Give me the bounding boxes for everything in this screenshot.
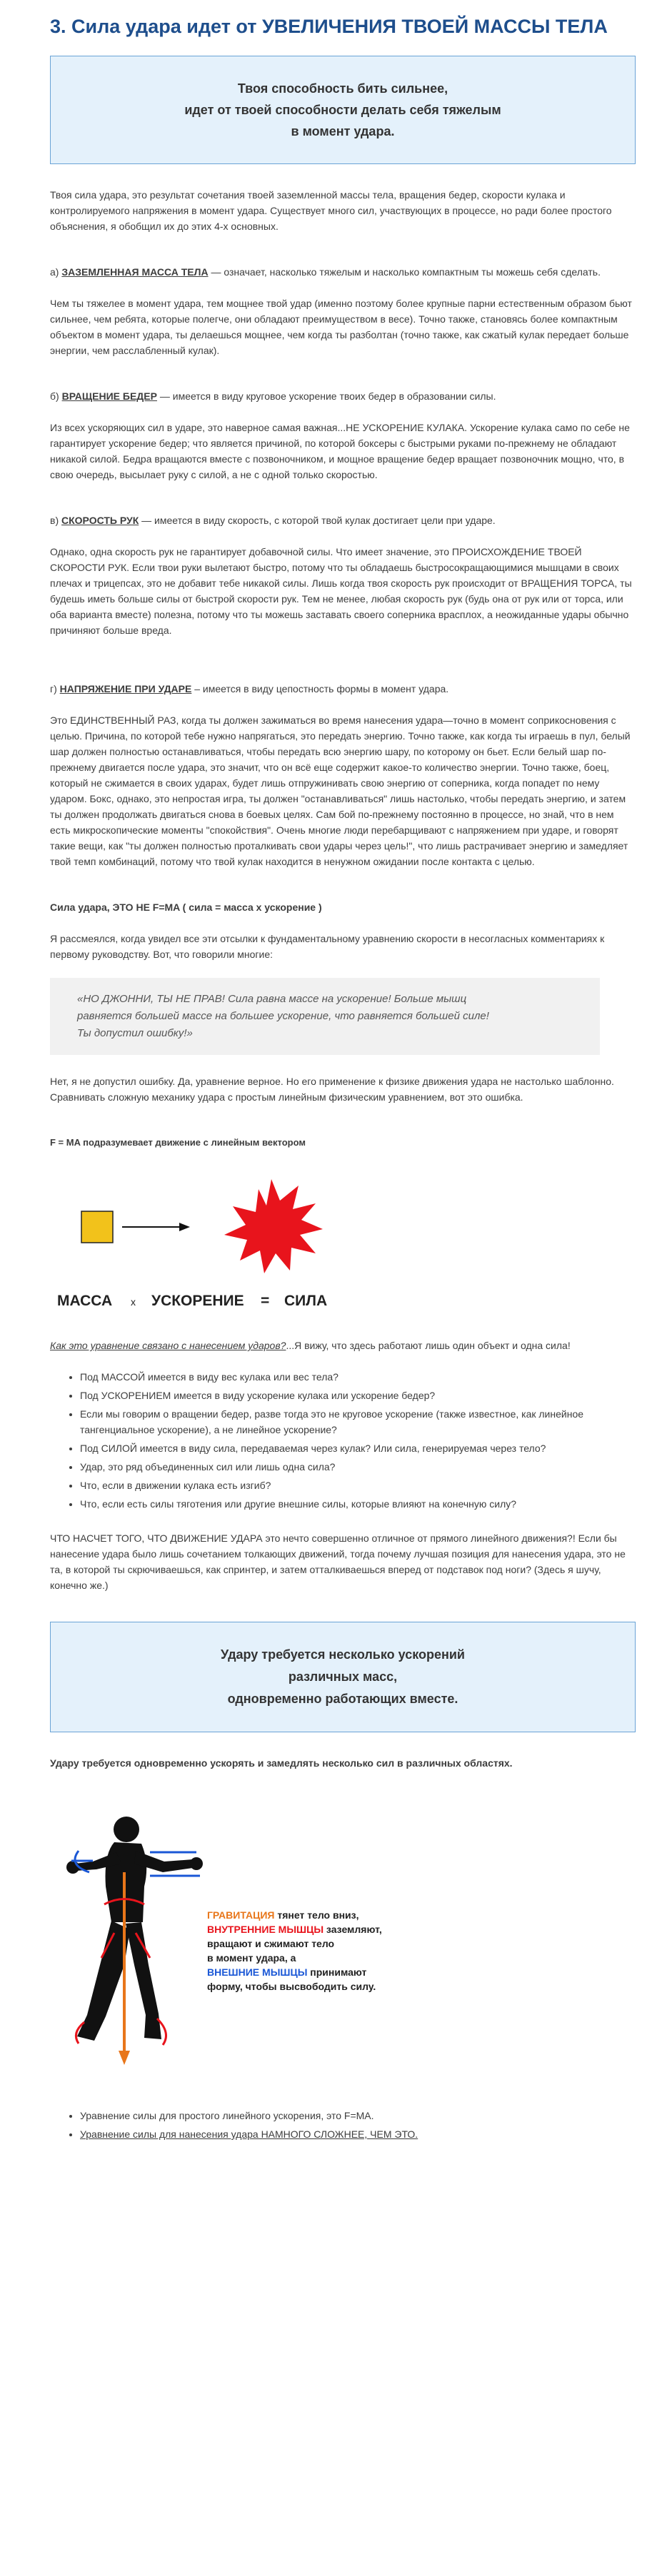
force-burst-icon [224, 1179, 323, 1273]
section-d-body: Это ЕДИНСТВЕННЫЙ РАЗ, когда ты должен зажиматься во время нанесения удара—точно в момент соприкосновения с целью. Причина, по которой тебе нужно напрягаться, это передать энергию. Точно также, как когда ты играешь в пул, белый шар должен полностью останавливаться, чтобы передать всю энергию шару, по которому он бьет. Если белый шар по-прежнему двигается после удара, это значит, что он всё еще содержит какое-то количество энергии. Точно также, боец, который не сжимается в своих ударах, будет лишь отпружинивать свою энергию от соперника, когда попадет по нему ударом. Бокс, однако, это непростая игра, ты должен "останавливаться" лишь настолько, чтобы передать энергию, и затем ты должен продолжать двигаться снова в боевых целях. Сам бой по-прежнему постоянно в процессе, но знай, что в нем есть микроскопические моменты "спокойствия". Очень многие люди перебарщивают с напряжением при ударе, и говорят такие вещи, как "ты должен полностью проталкивать свои удары через цель!", что лишь растрачивает энергию и замедляет твой темп комбинаций, потому что твой кулак находится в ненужном ожидании после контакта с целью. [50, 714, 631, 867]
list-item: • Если мы говорим о вращении бедер, разве тогда это не круговое ускорение (также известное, как линейное тангенциальное ускорение), а не линейное ускорение? [80, 1406, 636, 1438]
list-item: • Уравнение силы для простого линейного ускорения, это F=MA. [80, 2108, 636, 2123]
gravity-word: ГРАВИТАЦИЯ [207, 1909, 275, 1921]
force-label: СИЛА [284, 1293, 328, 1309]
section-a-heading [50, 264, 636, 280]
title-prefix: 3. Сила удара идет от [50, 16, 262, 37]
arrow-head-icon [179, 1223, 190, 1231]
outer-muscles-word: ВНЕШНИЕ МЫШЦЫ [207, 1966, 308, 1978]
list-item: • Удар, это ряд объединенных сил или лишь одна сила? [80, 1459, 636, 1475]
section-b-definition: — имеется в виду круговое ускорение твоих бедер в образовании силы. [156, 390, 496, 402]
formula-intro: Я рассмеялся, когда увидел все эти отсылки к фундаментальному уравнению скорости в несогласных комментариях к первому руководству. Вот, что говорили многие: [50, 933, 605, 960]
question-list [50, 1369, 636, 1512]
mass-square-icon [81, 1211, 113, 1243]
final-list [50, 2108, 636, 2142]
section-a-definition: — означает, насколько тяжелым и насколько компактным ты можешь себя сделать. [208, 266, 601, 278]
section-a-term: ЗАЗЕМЛЕННАЯ МАССА ТЕЛА [61, 266, 209, 278]
callout-accelerations [50, 1622, 636, 1732]
section-c-definition: — имеется в виду скорость, с которой твой кулак достигает цели при ударе. [139, 515, 496, 526]
gravity-rest: тянет тело вниз, [274, 1909, 359, 1921]
gravity-arrow-head-icon [119, 2051, 130, 2065]
mass-label: МАССА [57, 1293, 113, 1309]
fma-diagram [50, 1166, 378, 1316]
section-d-prefix: г) [50, 683, 60, 694]
diagram-text-line: вращают и сжимают тело [207, 1938, 335, 1949]
section-d-term: НАПРЯЖЕНИЕ ПРИ УДАРЕ [59, 683, 192, 694]
formula-heading: Сила удара, ЭТО НЕ F=MA ( сила = масса х ускорение ) [50, 901, 322, 913]
title-emphasis: УВЕЛИЧЕНИЯ ТВОЕЙ МАССЫ ТЕЛА [261, 16, 608, 37]
diagram-text-line [207, 1966, 367, 1978]
diagram-text-line [207, 1909, 359, 1921]
callout-line: Удару требуется несколько ускорений [221, 1647, 465, 1662]
question-link[interactable]: Как это уравнение связано с нанесением ударов? [50, 1340, 286, 1351]
question-paragraph [50, 1338, 636, 1353]
forces-diagram [50, 1787, 450, 2086]
formula-reply: Нет, я не допустил ошибку. Да, уравнение верное. Но его применение к физике движения удара не настолько шаблонно. Сравнивать сложную механику удара с простым линейным физическим уравнением, вот это ошибка. [50, 1076, 614, 1103]
critic-quote [50, 978, 600, 1055]
inner-rest: заземляют, [324, 1924, 382, 1935]
section-b-body: Из всех ускоряющих сил в ударе, это наверное самая важная...НЕ УСКОРЕНИЕ КУЛАКА. Ускорение кулака само по себе не гарантирует ускорение бедер; что является причиной, по которой боксеры с быстрыми руками по-прежнему не обладают никакой силой. Бедра вращаются вместе с позвоночником, и мощное вращение бедер вращает позвоночник мощно, что, в свою очередь, высылает руку с силой, а не с одной только скоростью. [50, 422, 630, 480]
quote-line: «НО ДЖОННИ, ТЫ НЕ ПРАВ! Сила равна массе на ускорение! Больше мышц [77, 993, 467, 1005]
callout-line: в момент удара. [291, 124, 395, 138]
list-item: • Что, если есть силы тяготения или другие внешние силы, которые влияют на конечную силу? [80, 1496, 636, 1512]
callout-line: идет от твоей способности делать себя тяжелым [184, 103, 501, 117]
section-a-prefix: а) [50, 266, 62, 278]
subheading-forces: Удару требуется одновременно ускорять и замедлять несколько сил в различных областях. [50, 1757, 513, 1769]
times-sign: x [131, 1296, 136, 1308]
quote-line: Ты допустил ошибку!» [77, 1027, 193, 1039]
section-c-prefix: в) [50, 515, 61, 526]
section-c-term: СКОРОСТЬ РУК [61, 515, 139, 526]
section-a-body: Чем ты тяжелее в момент удара, тем мощнее твой удар (именно поэтому более крупные парни естественным образом бьют сильнее, чем ребята, которые полегче, они обладают преимуществом в весе). Точно также, становясь более компактным объектом в момент удара, ты делаешься мощнее, чем когда ты разболтан (точно также, как сжатый кулак передает больше энергии, чем расслабленный кулак). [50, 298, 632, 356]
list-item: • Под МАССОЙ имеется в виду вес кулака или вес тела? [80, 1369, 636, 1385]
diagram-text-line: в момент удара, а [207, 1952, 296, 1964]
question-rest: ...Я вижу, что здесь работают лишь один объект и одна сила! [286, 1340, 571, 1351]
section-d-heading [50, 681, 636, 697]
equals-sign: = [261, 1293, 270, 1309]
section-d-definition: – имеется в виду цепостность формы в момент удара. [191, 683, 449, 694]
fighter-silhouette-icon [66, 1817, 203, 2041]
section-c-body: Однако, одна скорость рук не гарантирует добавочной силы. Что имеет значение, это ПРОИСХОЖДЕНИЕ ТВОЕЙ СКОРОСТИ РУК. Если твои руки вылетают быстро, потому что ты обладаешь быстросокращающимися мышцами в своих плечах и трицепсах, это не добавит тебе никакой силы. Лишь когда твоя скорость рук происходит от ВРАЩЕНИЯ ТОРСА, ты будешь иметь больше силы от быстрой скорости рук. Тем не менее, любая скорость рук (будь она от рук или от торса, или оба варианта вместе) полезна, потому что ты можешь заставать своего соперника врасплох, а неожиданные удары обычно причиняют больше вреда. [50, 546, 632, 636]
acceleration-label: УСКОРЕНИЕ [151, 1293, 244, 1309]
list-item: • Под УСКОРЕНИЕМ имеется в виду ускорение кулака или ускорение бедер? [80, 1388, 636, 1403]
quote-line: равняется большей массе на большее ускорение, что равняется большей силе! [77, 1010, 489, 1022]
page-title [50, 14, 636, 39]
diagram-text-line [207, 1924, 382, 1935]
section-b-prefix: б) [50, 390, 62, 402]
outer-rest: принимают [307, 1966, 367, 1978]
section-b-term: ВРАЩЕНИЕ БЕДЕР [61, 390, 157, 402]
inner-muscles-word: ВНУТРЕННИЕ МЫШЦЫ [207, 1924, 324, 1935]
fma-caption: F = MA подразумевает движение с линейным вектором [50, 1137, 306, 1148]
diagram-text-line: форму, чтобы высвободить силу. [207, 1981, 376, 1992]
motion-paragraph: ЧТО НАСЧЕТ ТОГО, ЧТО ДВИЖЕНИЕ УДАРА это нечто совершенно отличное от прямого линейного движения?! Если бы нанесение удара было лишь сочетанием толкающих движений, тогда почему лучшая позиция для нанесения удара, это не та, в которой ты скрючиваешься, как спринтер, и затем отталкиваешься вперед от подставок под ноги? (Здесь я шучу, конечно же.) [50, 1532, 626, 1591]
callout-line: различных масс, [288, 1670, 398, 1684]
list-item: • Уравнение силы для нанесения удара НАМНОГО СЛОЖНЕЕ, ЧЕМ ЭТО. [80, 2126, 636, 2142]
intro-paragraph: Твоя сила удара, это результат сочетания твоей заземленной массы тела, вращения бедер, скорости кулака и контролируемого напряжения в момент удара. Существует много сил, участвующих в процессе, но ради более простого объяснения, я обобщил их до этих 4-х основных. [50, 189, 612, 232]
callout-heavy [50, 56, 636, 164]
callout-line: одновременно работающих вместе. [227, 1692, 458, 1706]
list-item: • Под СИЛОЙ имеется в виду сила, передаваемая через кулак? Или сила, генерируемая через тело? [80, 1440, 636, 1456]
section-b-heading [50, 388, 636, 404]
callout-line: Твоя способность бить сильнее, [237, 81, 448, 96]
section-c-heading [50, 512, 636, 528]
list-item: • Что, если в движении кулака есть изгиб? [80, 1478, 636, 1493]
